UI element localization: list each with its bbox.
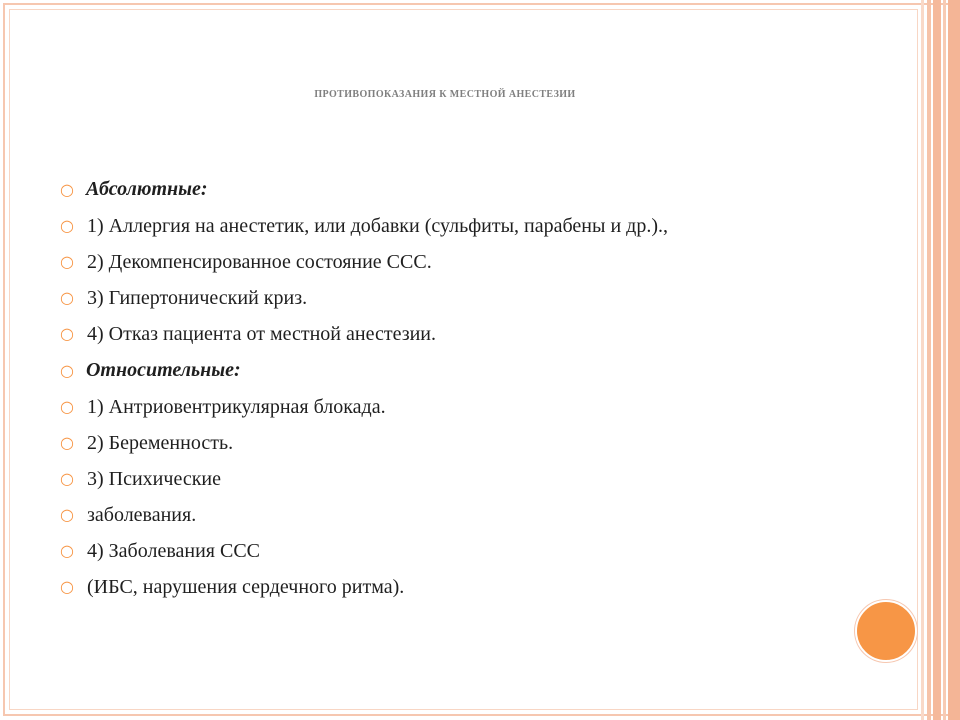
list-item: ○ заболевания. <box>60 504 197 526</box>
bullet-icon: ○ <box>60 288 74 307</box>
bullet-icon: ○ <box>60 397 74 416</box>
list-item: ○ 4) Заболевания ССС <box>60 540 261 562</box>
bullet-icon: ○ <box>60 505 74 524</box>
slide-title: ПРОТИВОПОКАЗАНИЯ К МЕСТНОЙ АНЕСТЕЗИИ <box>314 89 576 100</box>
list-item: ○ 3) Психические <box>60 468 221 490</box>
list-item: ○ 1) Антриовентрикулярная блокада. <box>60 396 386 418</box>
section-heading-relative: ○ Относительные: <box>60 359 241 381</box>
section-heading-absolute: ○ Абсолютные: <box>60 178 208 200</box>
decorative-circle <box>855 600 917 662</box>
bullet-icon: ○ <box>60 216 74 235</box>
bullet-icon: ○ <box>60 541 74 560</box>
list-item: ○ 2) Беременность. <box>60 432 234 454</box>
list-item: ○ 2) Декомпенсированное состояние ССС. <box>60 251 432 273</box>
bullet-icon: ○ <box>60 252 74 271</box>
bullet-icon: ○ <box>60 433 74 452</box>
list-item: ○ 1) Аллергия на анестетик, или добавки (сульфиты, парабены и др.)., <box>60 215 668 237</box>
bullet-icon: ○ <box>60 324 74 343</box>
bullet-icon: ○ <box>60 180 74 199</box>
bullet-icon: ○ <box>60 577 74 596</box>
bullet-icon: ○ <box>60 469 74 488</box>
list-item: ○ (ИБС, нарушения сердечного ритма). <box>60 576 405 598</box>
list-item: ○ 4) Отказ пациента от местной анестезии. <box>60 323 436 345</box>
list-item: ○ 3) Гипертонический криз. <box>60 287 308 309</box>
slide-content <box>60 176 830 610</box>
bullet-icon: ○ <box>60 361 74 380</box>
decorative-stripes <box>921 0 960 720</box>
